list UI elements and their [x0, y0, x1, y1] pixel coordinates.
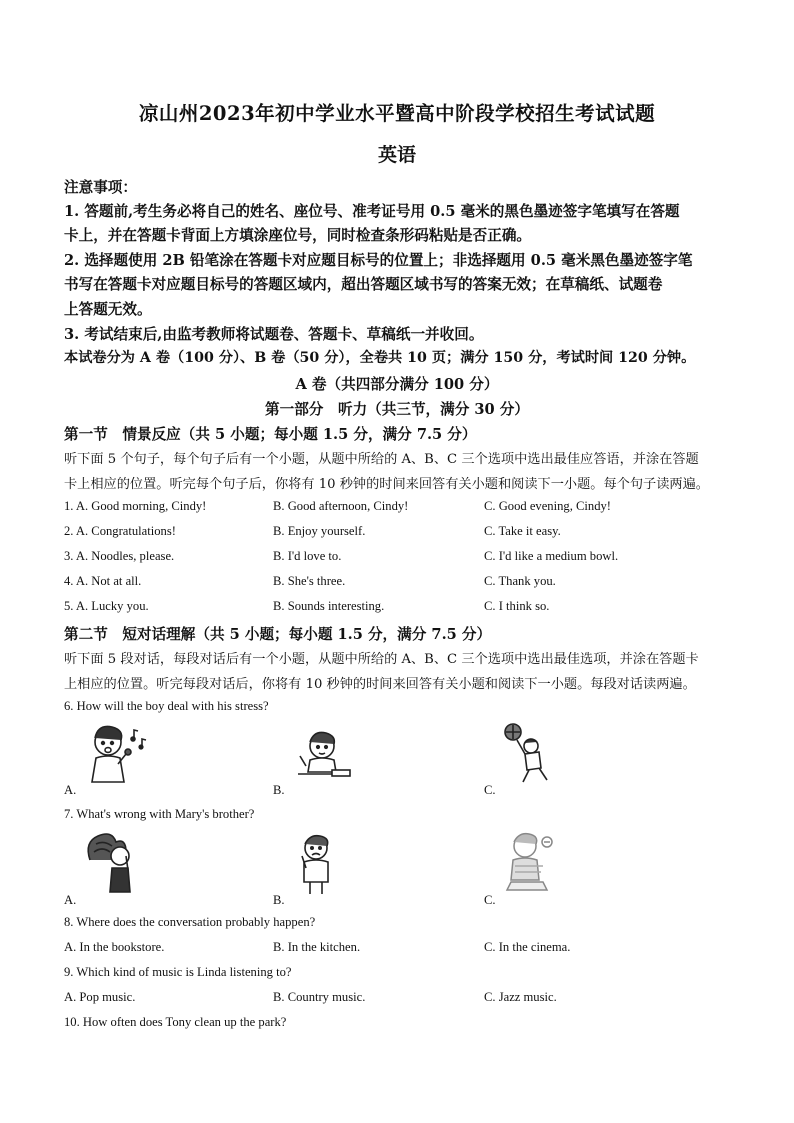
q1-option-a: 1. A. Good morning, Cindy!: [64, 499, 207, 513]
section-1-instruction-line-2: 卡上相应的位置。听完每个句子后，你将有 10 秒钟的时间来回答有关小题和阅读下一小题。每个句子读两遍。: [64, 477, 709, 492]
q2-option-c: C. Take it easy.: [484, 524, 561, 538]
q1-option-b: B. Good afternoon, Cindy!: [273, 499, 409, 513]
exam-summary: 本试卷分为 A 卷（100 分）、B 卷（50 分），全卷共 10 页；满分 150 分，考试时间 120 分钟。: [64, 350, 696, 366]
q7-option-a: A.: [64, 893, 77, 907]
boy-basketball-picture: [503, 722, 555, 784]
notice-item-2-line-1: 2. 选择题使用 2B 铅笔涂在答题卡对应题目标号的位置上；非选择题用 0.5 毫米黑色墨迹签字笔: [64, 252, 693, 269]
boy-studying-picture: [292, 726, 356, 784]
q5-option-b: B. Sounds interesting.: [273, 599, 385, 613]
subject-title: 英语: [377, 144, 416, 166]
q2-option-a: 2. A. Congratulations!: [64, 524, 176, 538]
q10-stem: 10. How often does Tony clean up the park?: [64, 1015, 287, 1029]
q9-option-c: C. Jazz music.: [484, 990, 557, 1004]
part-1-heading: 第一部分 听力（共三节，满分 30 分）: [265, 401, 529, 418]
boy-singing-picture: [82, 722, 154, 788]
q8-option-a: A. In the bookstore.: [64, 940, 165, 954]
q7-option-b: B.: [273, 893, 285, 907]
q7-option-c: C.: [484, 893, 496, 907]
q9-option-b: B. Country music.: [273, 990, 366, 1004]
q4-option-c: C. Thank you.: [484, 574, 556, 588]
page-title: 凉山州2023年初中学业水平暨高中阶段学校招生考试试题: [138, 102, 656, 125]
q8-option-c: C. In the cinema.: [484, 940, 571, 954]
q6-option-a: A.: [64, 783, 77, 797]
q4-option-b: B. She's three.: [273, 574, 346, 588]
notice-heading: 注意事项：: [64, 179, 137, 196]
section-1-instruction-line-1: 听下面 5 个句子，每个句子后有一个小题，从题中所给的 A、B、C 三个选项中选出最佳应答语，并涂在答题: [64, 452, 699, 467]
section-2-instruction-line-2: 上相应的位置。听完每段对话后，你将有 10 秒钟的时间来回答有关小题和阅读下一小题。每段对话读两遍。: [64, 677, 696, 692]
section-2-instruction-line-1: 听下面 5 段对话，每段对话后有一个小题，从题中所给的 A、B、C 三个选项中选出最佳选项，并涂在答题卡: [64, 652, 699, 667]
q9-option-a: A. Pop music.: [64, 990, 136, 1004]
q5-option-c: C. I think so.: [484, 599, 550, 613]
section-1-title: 第一节 情景反应（共 5 小题；每小题 1.5 分，满分 7.5 分）: [64, 426, 477, 443]
person-headache-picture: [82, 830, 148, 898]
volume-a-heading: A 卷（共四部分满分 100 分）: [295, 376, 499, 393]
q3-option-b: B. I'd love to.: [273, 549, 342, 563]
q6-option-c: C.: [484, 783, 496, 797]
q3-option-c: C. I'd like a medium bowl.: [484, 549, 619, 563]
q9-stem: 9. Which kind of music is Linda listening to?: [64, 965, 292, 979]
q8-option-b: B. In the kitchen.: [273, 940, 361, 954]
notice-item-2-line-2: 书写在答题卡对应题目标号的答题区域内，超出答题区域书写的答案无效；在草稿纸、试题卷: [64, 276, 663, 293]
q3-option-a: 3. A. Noodles, please.: [64, 549, 175, 563]
q5-option-a: 5. A. Lucky you.: [64, 599, 149, 613]
q4-option-a: 4. A. Not at all.: [64, 574, 142, 588]
notice-item-1-line-1: 1. 答题前,考生务必将自己的姓名、座位号、准考证号用 0.5 毫米的黑色墨迹签字笔填写在答题: [64, 203, 680, 220]
notice-item-2-line-3: 上答题无效。: [64, 301, 152, 318]
q6-stem: 6. How will the boy deal with his stress?: [64, 699, 269, 713]
q6-option-b: B.: [273, 783, 285, 797]
person-toothache-picture: [292, 832, 340, 896]
notice-item-1-line-2: 卡上，并在答题卡背面上方填涂座位号，同时检查条形码粘贴是否正确。: [64, 227, 532, 244]
q7-stem: 7. What's wrong with Mary's brother?: [64, 807, 255, 821]
notice-item-3: 3. 考试结束后,由监考教师将试题卷、答题卡、草稿纸一并收回。: [64, 326, 484, 343]
q8-stem: 8. Where does the conversation probably happen?: [64, 915, 316, 929]
q2-option-b: B. Enjoy yourself.: [273, 524, 366, 538]
person-fever-picture: [503, 830, 559, 896]
section-2-title: 第二节 短对话理解（共 5 小题；每小题 1.5 分，满分 7.5 分）: [64, 626, 492, 643]
q1-option-c: C. Good evening, Cindy!: [484, 499, 611, 513]
